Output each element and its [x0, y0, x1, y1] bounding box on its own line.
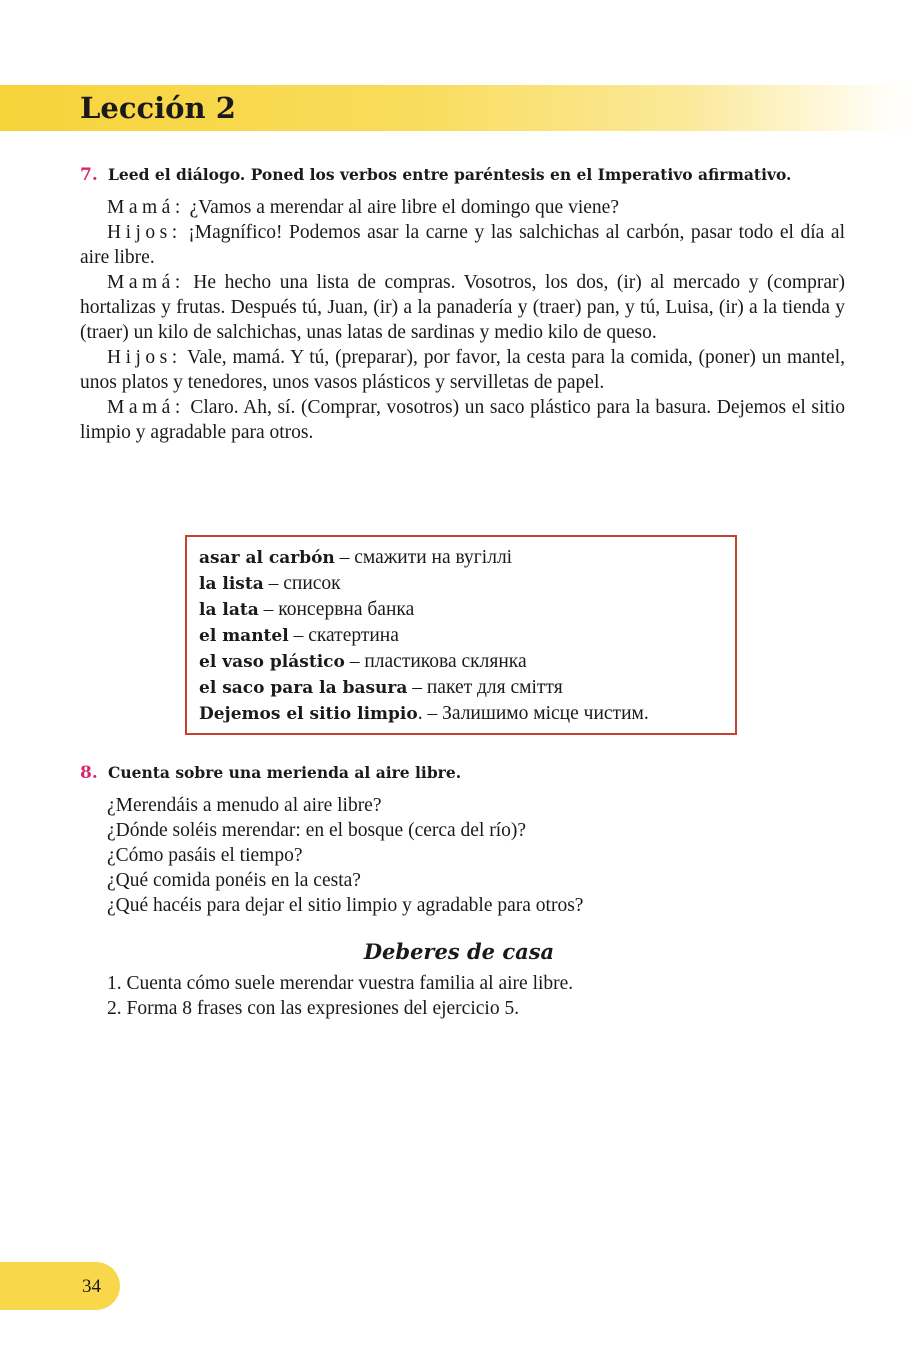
speaker: Mamá: — [107, 397, 185, 418]
dialogue-line — [80, 395, 845, 445]
line-text: Claro. Ah, sí. (Comprar, vosotros) un saco plástico para la basura. Dejemos el sitio limpio y agradable para otros. — [80, 397, 845, 443]
line-text: ¿Vamos a merendar al aire libre el domingo que viene? — [184, 197, 619, 218]
exercise-7 — [80, 164, 845, 445]
vocabulary-translation: – смажити на вугіллі — [334, 547, 513, 568]
question-list — [107, 793, 583, 918]
exercise-8 — [80, 762, 845, 784]
lesson-title: Lección 2 — [80, 91, 236, 125]
vocabulary-term: la lista — [199, 574, 264, 594]
page-number: 34 — [82, 1276, 101, 1297]
exercise-number: 8. — [80, 763, 98, 783]
vocabulary-translation: – консервна банка — [258, 599, 415, 620]
homework-title: Deberes de casa — [363, 939, 555, 964]
exercise-number: 7. — [80, 165, 98, 185]
speaker: Hijos: — [107, 347, 182, 368]
vocabulary-term: el vaso plástico — [199, 652, 345, 672]
vocabulary-translation: – скатертина — [288, 625, 399, 646]
homework-item: 2. Forma 8 frases con las expresiones del ejercicio 5. — [107, 998, 520, 1019]
vocabulary-entry — [199, 623, 723, 649]
dialogue-line — [80, 270, 845, 345]
vocabulary-term: Dejemos el sitio limpio — [199, 704, 418, 724]
vocabulary-term: la lata — [199, 600, 259, 620]
line-text: Vale, mamá. Y tú, (preparar), por favor, la cesta para la comida, (poner) un mantel, unos platos y tenedores, unos vasos plásticos y servilletas de papel. — [80, 347, 845, 393]
dialogue-line — [80, 345, 845, 395]
exercise-instruction: Cuenta sobre una merienda al aire libre. — [108, 763, 462, 782]
vocabulary-translation: – пакет для сміття — [407, 677, 563, 698]
homework-list — [107, 971, 573, 1021]
question-item: ¿Cómo pasáis el tiempo? — [107, 845, 303, 866]
vocabulary-term: asar al carbón — [199, 548, 335, 568]
homework-item: 1. Cuenta cómo suele merendar vuestra familia al aire libre. — [107, 973, 574, 994]
vocabulary-entry — [199, 597, 723, 623]
speaker: Mamá: — [107, 197, 185, 218]
vocabulary-entry — [199, 701, 723, 727]
question-item: ¿Merendáis a menudo al aire libre? — [107, 795, 382, 816]
dialogue-line — [80, 195, 845, 220]
vocabulary-translation: – пластикова склянка — [344, 651, 527, 672]
speaker: Mamá: — [107, 272, 185, 293]
vocabulary-translation: . – Залишимо місце чистим. — [417, 703, 649, 724]
vocabulary-box — [185, 535, 737, 735]
vocabulary-entry — [199, 545, 723, 571]
question-item: ¿Dónde soléis merendar: en el bosque (cerca del río)? — [107, 820, 527, 841]
vocabulary-entry — [199, 571, 723, 597]
vocabulary-translation: – список — [263, 573, 341, 594]
vocabulary-entry — [199, 649, 723, 675]
question-item: ¿Qué hacéis para dejar el sitio limpio y agradable para otros? — [107, 895, 584, 916]
vocabulary-term: el saco para la basura — [199, 678, 408, 698]
speaker: Hijos: — [107, 222, 182, 243]
line-text: ¡Magnífico! Podemos asar la carne y las salchichas al carbón, pasar todo el día al aire libre. — [80, 222, 845, 268]
vocabulary-entry — [199, 675, 723, 701]
question-item: ¿Qué comida ponéis en la cesta? — [107, 870, 361, 891]
page-number-tab — [0, 1262, 120, 1310]
dialogue — [80, 195, 845, 445]
dialogue-line — [80, 220, 845, 270]
exercise-instruction: Leed el diálogo. Poned los verbos entre paréntesis en el Imperativo afirmativo. — [108, 165, 792, 184]
line-text: He hecho una lista de compras. Vosotros, los dos, (ir) al mercado y (comprar) hortalizas y frutas. Después tú, Juan, (ir) a la panadería y (traer) pan, y tú, Luisa, (ir) a la tienda y (traer) un kilo de salchichas, unas latas de sardinas y medio kilo de queso. — [80, 272, 845, 343]
vocabulary-term: el mantel — [199, 626, 289, 646]
